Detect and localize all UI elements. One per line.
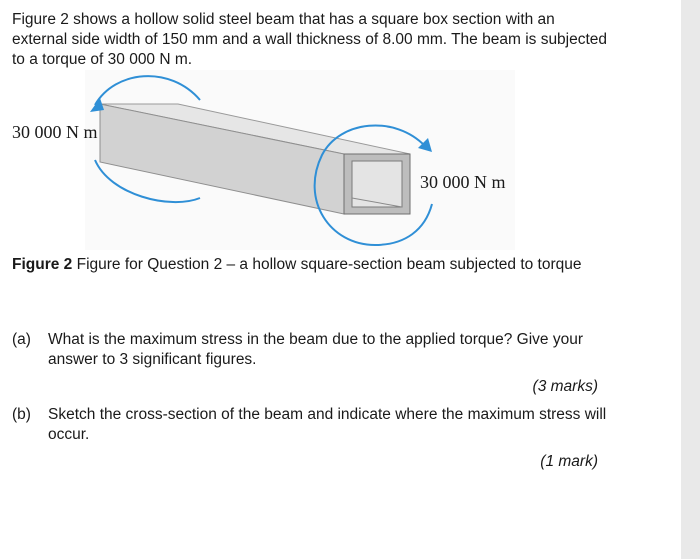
question-a-marks: (3 marks) xyxy=(532,378,598,395)
caption-label: Figure 2 xyxy=(12,256,73,273)
question-a-text: What is the maximum stress in the beam due to the applied torque? Give your answer to 3 significant figures. xyxy=(48,331,584,368)
question-a-label: (a) xyxy=(12,331,31,348)
beam-figure xyxy=(0,70,560,250)
figure-caption xyxy=(12,255,592,275)
question-b-text: Sketch the cross-section of the beam and indicate where the maximum stress will occur. xyxy=(48,406,607,443)
caption-text: Figure for Question 2 – a hollow square-section beam subjected to torque xyxy=(72,256,582,273)
question-b-marks: (1 mark) xyxy=(540,453,598,470)
scrollbar-track[interactable] xyxy=(681,0,700,559)
torque-left-label: 30 000 N m xyxy=(12,122,98,142)
intro-paragraph: Figure 2 shows a hollow solid steel beam that has a square box section with an external side width of 150 mm and a wall thickness of 8.00 mm. The beam is subjected to a torque of 30 000 N m. xyxy=(12,11,608,68)
question-b-label: (b) xyxy=(12,406,31,423)
torque-right-label: 30 000 N m xyxy=(420,172,506,192)
beam-hollow-section xyxy=(352,161,402,207)
